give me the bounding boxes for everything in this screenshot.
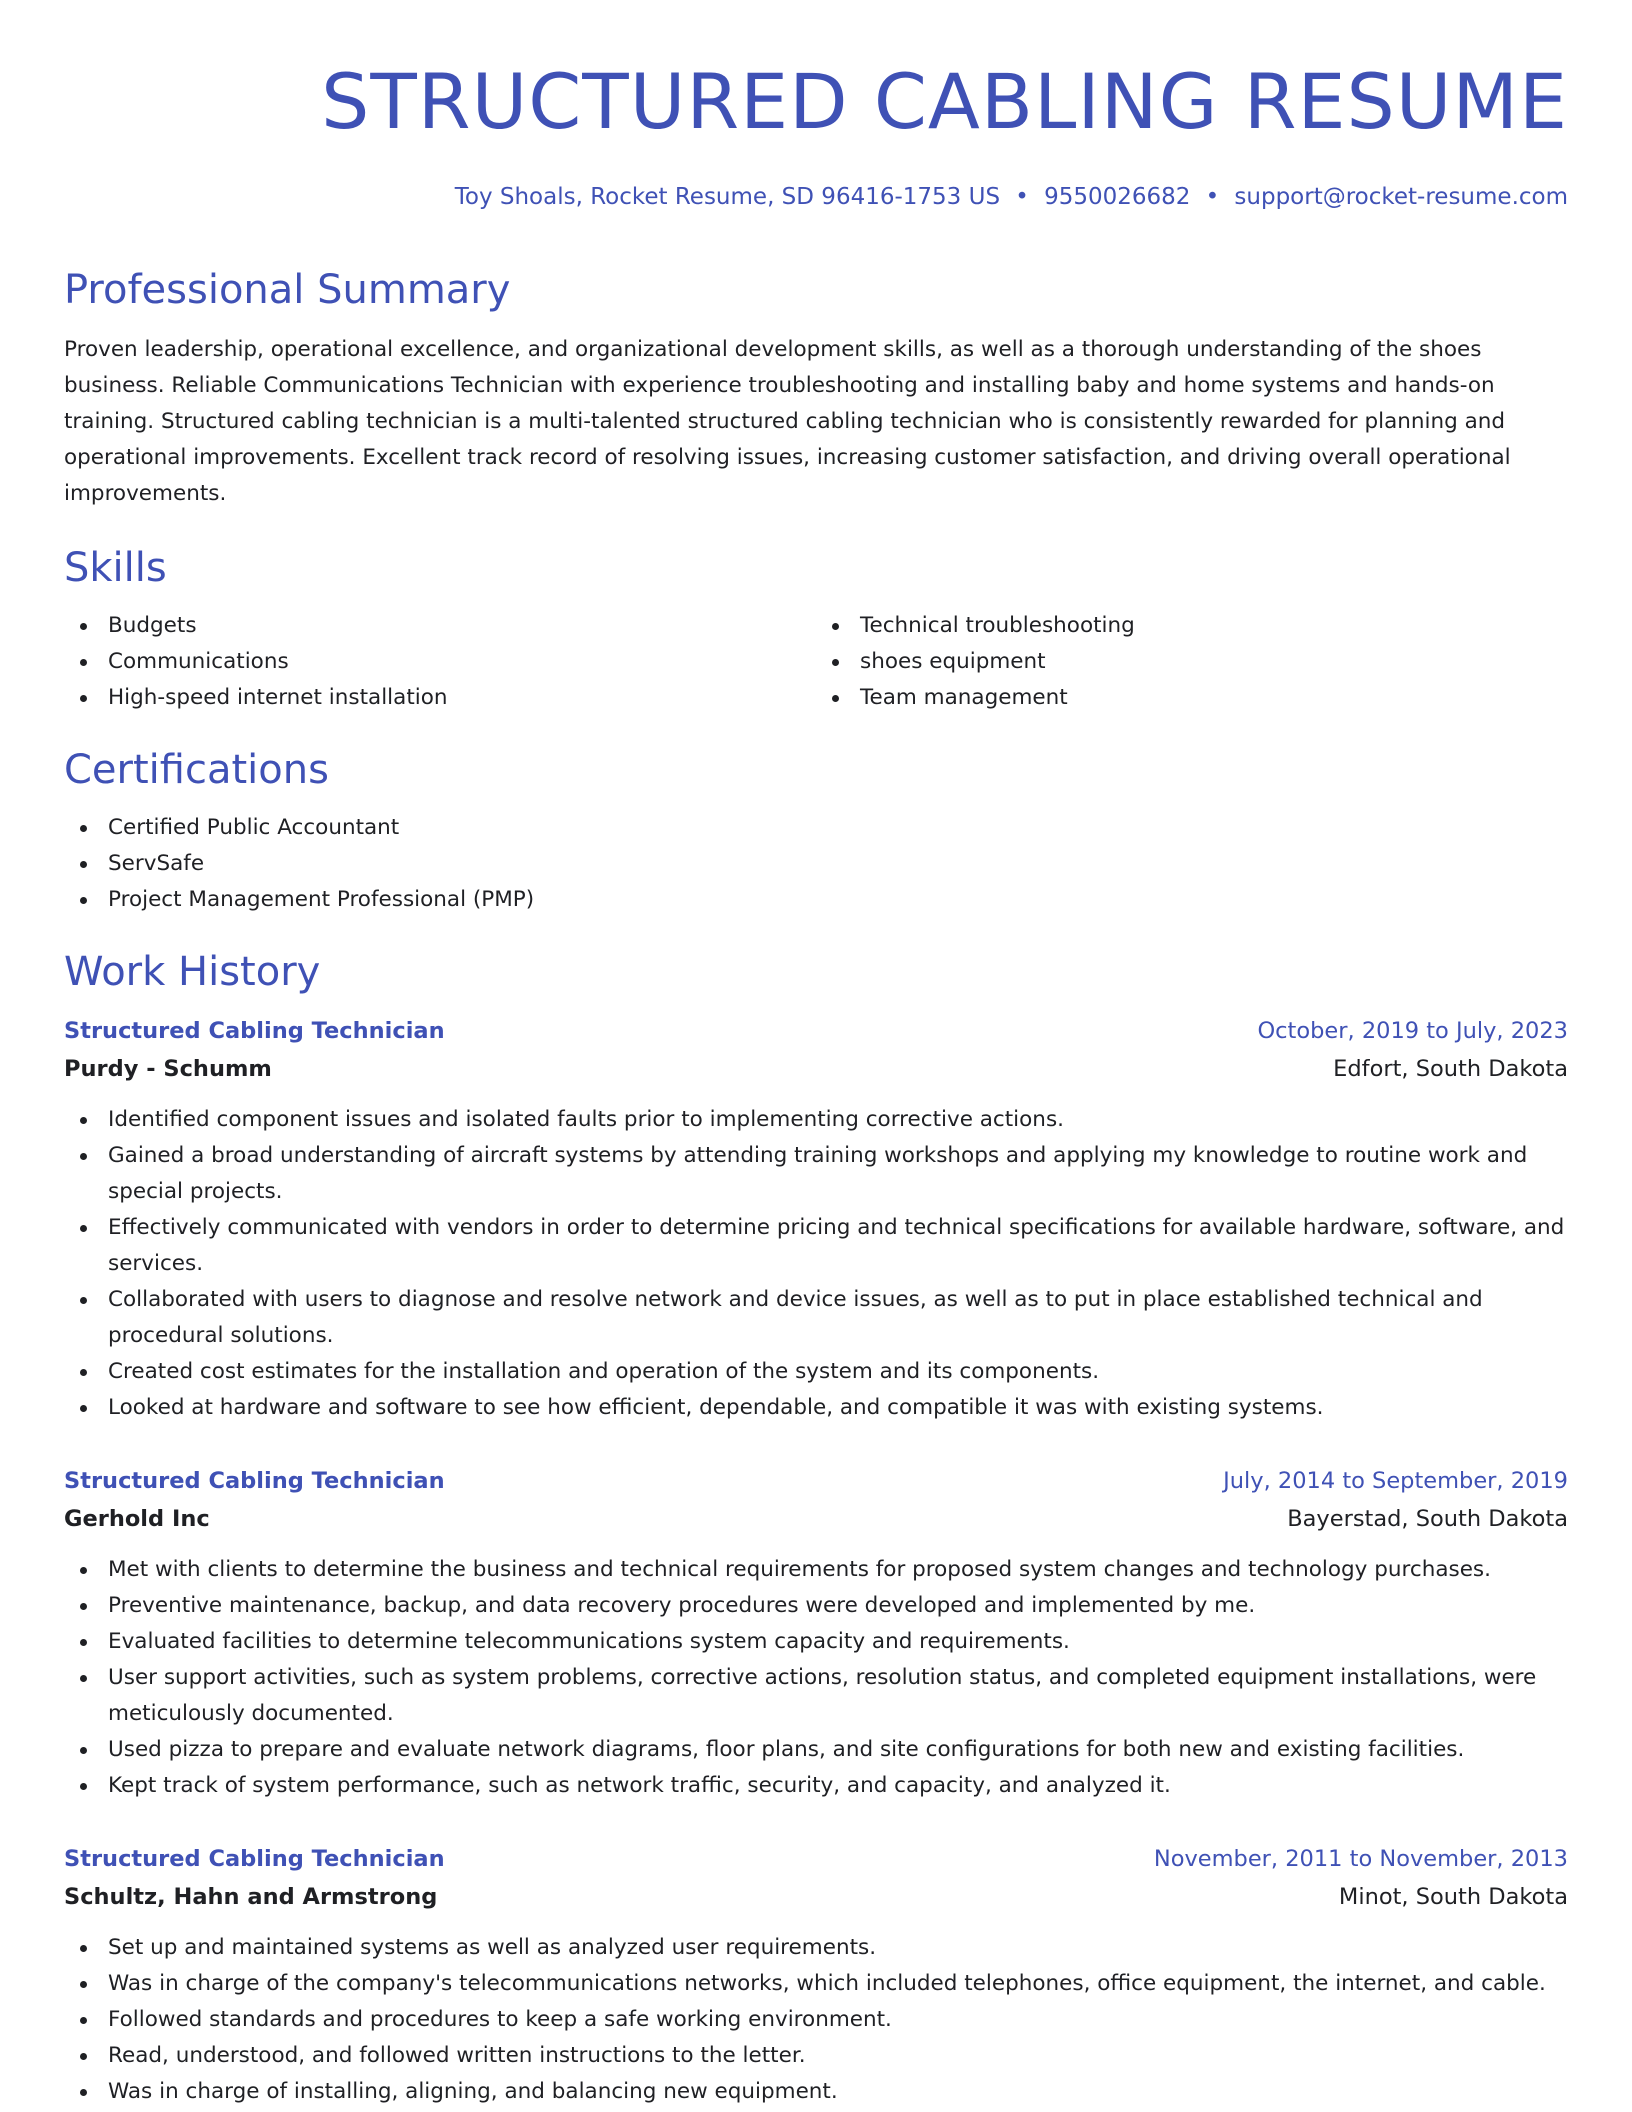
job-bullet: Evaluated facilities to determine telecommunications system capacity and requirements.: [64, 1624, 1568, 1660]
job-bullet: Read, understood, and followed written instructions to the letter.: [64, 2038, 1568, 2074]
job-bullet: Set up and maintained systems as well as analyzed user requirements.: [64, 1930, 1568, 1966]
certification-item: ServSafe: [64, 846, 1568, 882]
certifications-heading: Certifications: [64, 747, 329, 793]
job-entry: [64, 1012, 1568, 1426]
job-dates: July, 2014 to September, 2019: [1223, 1468, 1568, 1494]
certifications-list: [64, 810, 1568, 918]
skills-list: [64, 608, 1568, 716]
summary-text: Proven leadership, operational excellence, and organizational development skills, as well as a thorough understanding of the shoes business. Reliable Communications Technician with experience troubleshooting and installing baby and home systems and hands-on training. Structured cabling technician is a multi-talented structured cabling technician who is consistently rewarded for planning and operational improvements. Excellent track record of resolving issues, increasing customer satisfaction, and driving overall operational improvements.: [64, 337, 1511, 506]
contact-line: [455, 180, 1568, 214]
job-responsibilities: [64, 1102, 1568, 1426]
summary-heading: Professional Summary: [64, 267, 511, 313]
resume-content: [64, 262, 1568, 2110]
job-responsibilities: [64, 1930, 1568, 2110]
job-bullet: Was in charge of installing, aligning, and balancing new equipment.: [64, 2074, 1568, 2110]
skills-heading: Skills: [64, 545, 167, 591]
contact-separator: •: [1205, 184, 1220, 210]
job-dates: November, 2011 to November, 2013: [1153, 1846, 1568, 1872]
job-bullet: Used pizza to prepare and evaluate network diagrams, floor plans, and site configurations for both new and existing facilities.: [64, 1732, 1568, 1768]
work-history-heading: Work History: [64, 949, 321, 995]
skill-item: Communications: [64, 644, 816, 680]
skill-item: Technical troubleshooting: [816, 608, 1568, 644]
job-company-row: [64, 1500, 1568, 1538]
skill-item: Budgets: [64, 608, 816, 644]
contact-address: Toy Shoals, Rocket Resume, SD 96416-1753 US: [454, 184, 1001, 210]
job-bullet: Was in charge of the company's telecommunications networks, which included telephones, office equipment, the internet, and cable.: [64, 1966, 1568, 2002]
job-dates: October, 2019 to July, 2023: [1257, 1018, 1568, 1044]
contact-separator: •: [1015, 184, 1029, 210]
job-company-row: [64, 1050, 1568, 1088]
job-title: Structured Cabling Technician: [64, 1468, 445, 1494]
job-bullet: Effectively communicated with vendors in order to determine pricing and technical specifications for available hardware, software, and services.: [64, 1210, 1568, 1282]
job-entry: [64, 1840, 1568, 2110]
job-company: Gerhold Inc: [64, 1506, 210, 1532]
job-bullet: Followed standards and procedures to keep a safe working environment.: [64, 2002, 1568, 2038]
job-bullet: Identified component issues and isolated faults prior to implementing corrective actions.: [64, 1102, 1568, 1138]
job-bullet: Looked at hardware and software to see how efficient, dependable, and compatible it was with existing systems.: [64, 1390, 1568, 1426]
resume-title: STRUCTURED CABLING RESUME: [321, 57, 1568, 146]
job-location: Edfort, South Dakota: [1333, 1056, 1568, 1082]
job-company-row: [64, 1878, 1568, 1916]
certification-item: Certified Public Accountant: [64, 810, 1568, 846]
job-title: Structured Cabling Technician: [64, 1846, 445, 1872]
job-title-row: [64, 1012, 1568, 1050]
skill-item: Team management: [816, 680, 1568, 716]
job-bullet: Kept track of system performance, such as network traffic, security, and capacity, and analyzed it.: [64, 1768, 1568, 1804]
job-company: Purdy - Schumm: [64, 1056, 272, 1082]
skills-column-left: [64, 608, 816, 716]
job-company: Schultz, Hahn and Armstrong: [64, 1884, 438, 1910]
job-bullet: Gained a broad understanding of aircraft systems by attending training workshops and applying my knowledge to routine work and special projects.: [64, 1138, 1568, 1210]
job-bullet: Preventive maintenance, backup, and data recovery procedures were developed and implemented by me.: [64, 1588, 1568, 1624]
job-bullet: Created cost estimates for the installation and operation of the system and its components.: [64, 1354, 1568, 1390]
job-entry: [64, 1462, 1568, 1804]
job-title-row: [64, 1462, 1568, 1500]
job-title-row: [64, 1840, 1568, 1878]
job-location: Minot, South Dakota: [1338, 1884, 1568, 1910]
job-bullet: User support activities, such as system problems, corrective actions, resolution status, and completed equipment installations, were meticulously documented.: [64, 1660, 1568, 1732]
job-title: Structured Cabling Technician: [64, 1018, 445, 1044]
contact-phone: 9550026682: [1044, 184, 1191, 210]
job-bullet: Met with clients to determine the business and technical requirements for proposed system changes and technology purchases.: [64, 1552, 1568, 1588]
skill-item: shoes equipment: [816, 644, 1568, 680]
job-bullet: Collaborated with users to diagnose and resolve network and device issues, as well as to put in place established technical and procedural solutions.: [64, 1282, 1568, 1354]
certification-item: Project Management Professional (PMP): [64, 882, 1568, 918]
skill-item: High-speed internet installation: [64, 680, 816, 716]
job-location: Bayerstad, South Dakota: [1287, 1506, 1568, 1532]
job-responsibilities: [64, 1552, 1568, 1804]
contact-email[interactable]: support@rocket-resume.com: [1234, 184, 1568, 210]
skills-column-right: [816, 608, 1568, 716]
